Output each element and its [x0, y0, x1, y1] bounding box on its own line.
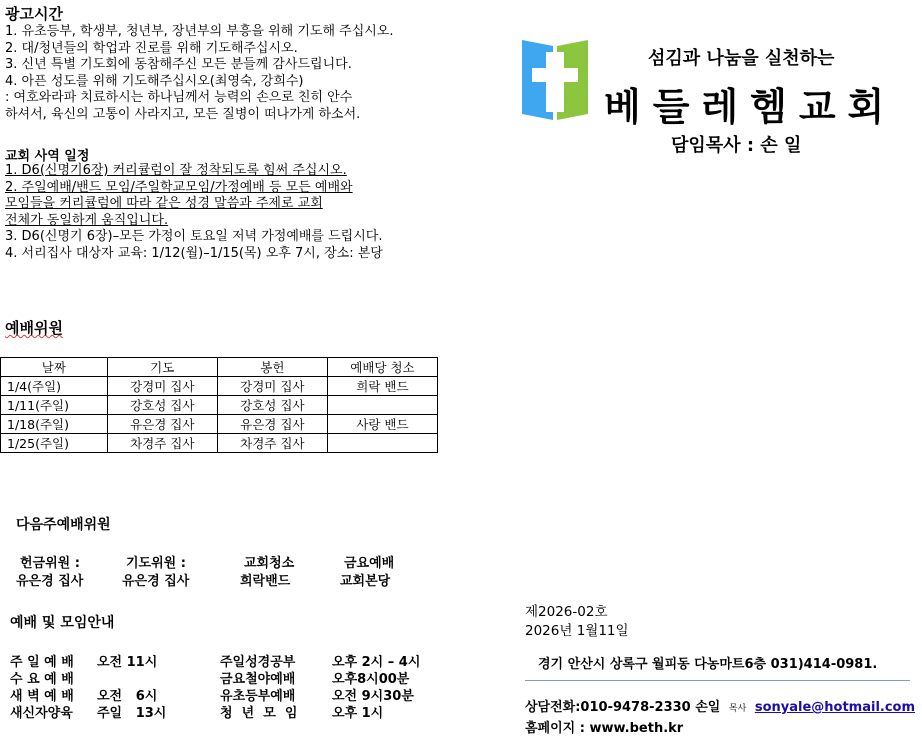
table-cell: 차경주 집사 — [217, 434, 327, 453]
table-cell: 1/11(주일) — [1, 396, 108, 415]
pastor-name: 담임목사 : 손 일 — [671, 135, 802, 156]
role-name: 유은경 집사 — [16, 574, 84, 589]
worship-guide-cell: 오전 9시30분 — [332, 689, 414, 704]
worship-guide-title: 예배 및 모임안내 — [10, 615, 115, 631]
contact-divider — [525, 680, 910, 681]
worship-guide-cell: 오후8시00분 — [332, 672, 410, 687]
table-cell: 강경미 집사 — [217, 377, 327, 396]
list-line: 1. 유초등부, 학생부, 청년부, 장년부의 부흥을 위해 기도해 주십시오. — [5, 24, 394, 39]
homepage: 홈페이지 : www.beth.kr — [525, 721, 684, 736]
bulletin-date: 2026년 1월11일 — [525, 623, 629, 639]
table-header-cell: 날짜 — [1, 358, 108, 377]
committee-table — [0, 357, 438, 453]
table-cell: 유은경 집사 — [107, 415, 217, 434]
table-cell: 사랑 밴드 — [327, 415, 437, 434]
worship-guide-cell: 주 일 예 배 — [10, 655, 74, 670]
table-cell: 강경미 집사 — [107, 377, 217, 396]
church-slogan: 섬김과 나눔을 실천하는 — [648, 48, 835, 69]
table-row — [1, 434, 438, 453]
table-cell: 1/4(주일) — [1, 377, 108, 396]
role-label: 교회청소 — [244, 556, 295, 571]
bulletin-issue: 제2026-02호 — [525, 604, 608, 620]
table-cell: 1/18(주일) — [1, 415, 108, 434]
worship-guide-cell: 수 요 예 배 — [10, 672, 74, 687]
role-label: 헌금위원 : — [20, 556, 80, 571]
table-row — [1, 415, 438, 434]
worship-guide-cell: 주일성경공부 — [220, 655, 296, 670]
committee-title: 예배위원 — [5, 319, 63, 337]
church-address — [538, 653, 877, 672]
table-header-cell: 봉헌 — [217, 358, 327, 377]
worship-guide-cell: 새 벽 예 배 — [10, 689, 74, 704]
announcements-title: 광고시간 — [5, 5, 63, 23]
list-line: 전체가 동일하게 움직입니다. — [5, 212, 169, 228]
worship-guide-cell: 오전 6시 — [97, 689, 158, 704]
table-cell: 차경주 집사 — [107, 434, 217, 453]
table-row — [1, 377, 438, 396]
list-line: 4. 서리집사 대상자 교육: 1/12(월)–1/15(목) 오후 7시, 장소: 본당 — [5, 245, 383, 261]
counsel-phone — [525, 696, 915, 715]
table-header-cell: 예배당 청소 — [327, 358, 437, 377]
list-line: 2. 주일예배/밴드 모임/주일학교모임/가정예배 등 모든 예배와 — [5, 179, 353, 195]
email-link[interactable]: sonyale@hotmail.com — [754, 700, 916, 715]
worship-guide-cell: 주일 13시 — [97, 706, 167, 721]
announcements-list — [5, 24, 394, 123]
list-line: 3. 신년 특별 기도회에 동참해주신 모든 분들께 감사드립니다. — [5, 57, 352, 72]
church-name: 베들레헴교회 — [604, 85, 897, 129]
role-name: 희락밴드 — [240, 574, 291, 589]
table-cell — [327, 434, 437, 453]
list-line: 3. D6(신명기 6장)–모든 가정이 토요일 저녁 가정예배를 드립시다. — [5, 229, 383, 244]
role-label: 금요예배 — [344, 556, 395, 571]
schedule-title: 교회 사역 일정 — [5, 149, 90, 164]
worship-guide-cell: 오전 11시 — [97, 655, 158, 670]
table-cell: 유은경 집사 — [217, 415, 327, 434]
table-cell: 1/25(주일) — [1, 434, 108, 453]
role-name: 교회본당 — [340, 574, 391, 589]
worship-guide-cell: 오후 2시 – 4시 — [332, 655, 421, 670]
table-cell: 강호성 집사 — [217, 396, 327, 415]
worship-guide-cell: 새신자양육 — [10, 706, 73, 721]
next-week-title: 다음주예배위원 — [16, 517, 111, 533]
table-row — [1, 396, 438, 415]
worship-guide-cell: 유초등부예배 — [220, 689, 296, 704]
list-line: : 여호와라파 치료하시는 하나님께서 능력의 손으로 친히 안수 — [5, 90, 353, 105]
list-line: 1. D6(신명기6장) 커리큘럼이 잘 정착되도록 힘써 주십시오. — [5, 163, 347, 178]
counsel-phone-text: 상담전화:010-9478-2330 손일 — [525, 700, 721, 715]
list-line: 2. 대/청년들의 학업과 진로를 위해 기도해주십시오. — [5, 40, 298, 56]
table-cell: 강호성 집사 — [107, 396, 217, 415]
worship-guide-cell: 오후 1시 — [332, 706, 384, 721]
role-label: 기도위원 : — [126, 556, 186, 571]
role-name: 유은경 집사 — [122, 574, 190, 589]
worship-guide-cell: 청 년 모 임 — [220, 706, 298, 721]
list-line: 하셔서, 육신의 고통이 사라지고, 모든 질병이 떠나가게 하소서. — [5, 106, 361, 122]
worship-guide-cell: 금요철야예배 — [220, 672, 296, 687]
table-cell: 희락 밴드 — [327, 377, 437, 396]
church-address-text: 경기 안산시 상록구 월피동 다농마트6층 031)414-0981. — [538, 657, 878, 672]
table-header-cell: 기도 — [107, 358, 217, 377]
schedule-list — [5, 163, 383, 262]
list-line: 4. 아픈 성도를 위해 기도해주십시오(최영숙, 강희수) — [5, 73, 304, 89]
committee-table-header — [1, 358, 438, 377]
cross-book-icon — [522, 38, 588, 122]
list-line: 모임들을 커리큘럼에 따라 같은 성경 말씀과 주제로 교회 — [5, 196, 323, 211]
table-cell — [327, 396, 437, 415]
church-logo — [522, 38, 588, 122]
pastor-suffix: 목사 — [728, 704, 747, 714]
